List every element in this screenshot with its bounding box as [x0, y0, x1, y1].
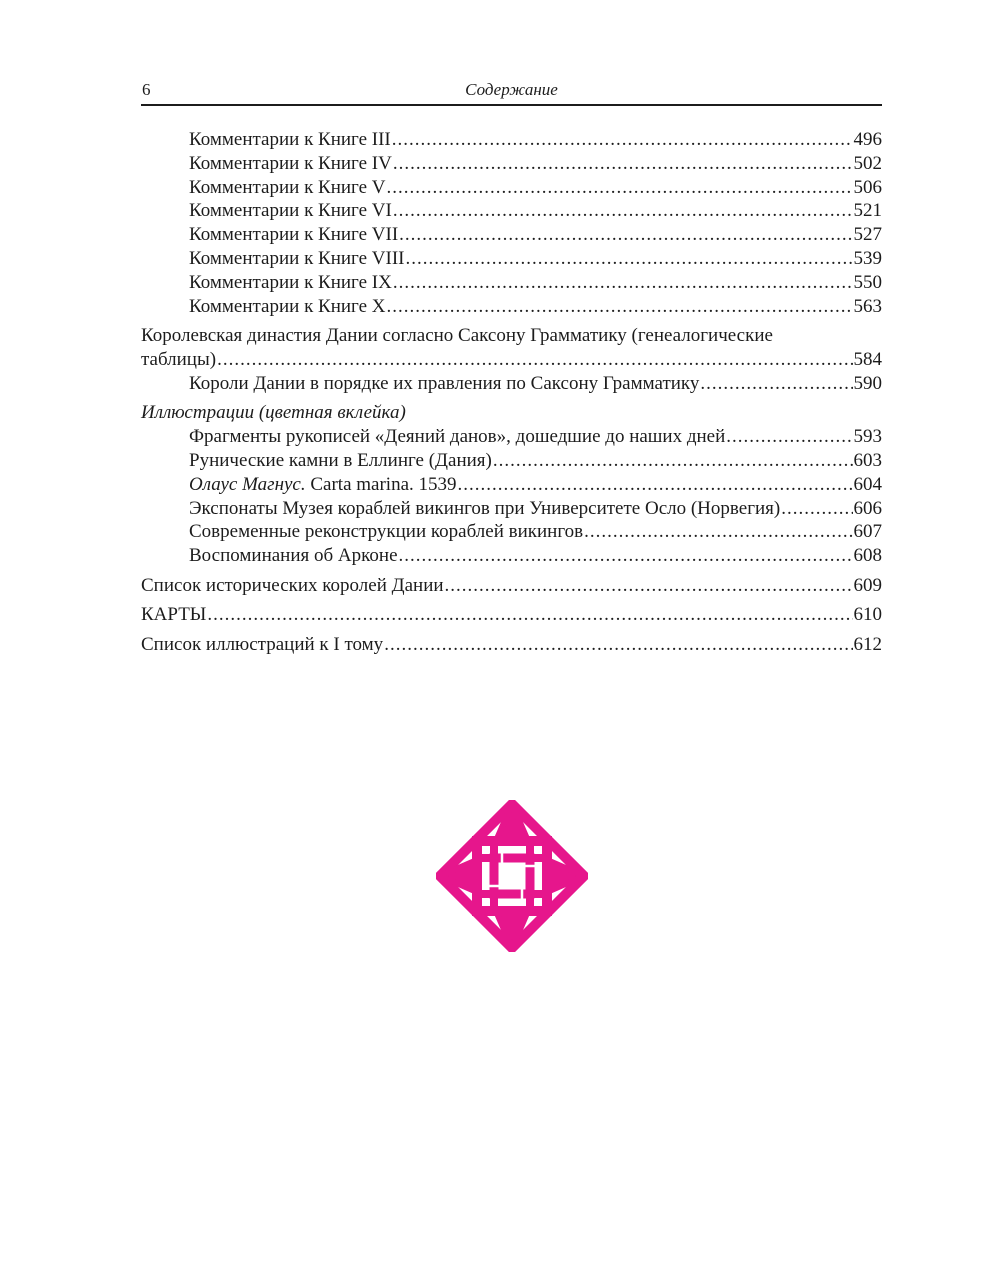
dot-leader: [399, 544, 853, 568]
toc-section-illustrations: Иллюстрации (цветная вклейка): [141, 402, 406, 424]
toc-entry-page: 593: [853, 426, 882, 448]
dot-leader: [700, 372, 852, 396]
celtic-knot-star-icon: [436, 800, 588, 952]
toc-entry-commentary-7[interactable]: [189, 223, 882, 247]
toc-entry-title: Комментарии к Книге IV: [189, 152, 392, 174]
toc-entry-page: 608: [853, 545, 882, 567]
toc-entry-page: 603: [853, 449, 882, 471]
toc-entry-title: Комментарии к Книге VI: [189, 200, 392, 222]
toc-entry-illustrations-list[interactable]: [141, 633, 882, 657]
toc-entry-title: Список иллюстраций к I тому: [141, 633, 384, 655]
toc-entry-commentary-3[interactable]: [189, 128, 882, 152]
toc-entry-title: Короли Дании в порядке их правления по Саксону Грамматику: [189, 372, 700, 394]
dot-leader: [387, 295, 853, 319]
toc-entry-title: Современные реконструкции кораблей викингов: [189, 521, 584, 543]
toc-entry-title: Экспонаты Музея кораблей викингов при Университете Осло (Норвегия): [189, 497, 781, 519]
dot-leader: [445, 574, 853, 598]
dot-leader: [387, 176, 853, 200]
toc-entry-dynasty[interactable]: [141, 324, 882, 372]
toc-entry-page: 606: [853, 497, 882, 519]
toc-entry-page: 550: [853, 271, 882, 293]
toc-entry-page: 521: [853, 200, 882, 222]
page-number: 6: [142, 80, 151, 99]
toc-entry-commentary-8[interactable]: [189, 247, 882, 271]
toc-entry-title: [189, 473, 457, 497]
author-name: Олаус Магнус.: [189, 473, 306, 495]
dot-leader: [207, 603, 852, 627]
toc-entry-page: 496: [853, 129, 882, 150]
toc-entry-page: 609: [853, 574, 882, 596]
toc-entry-title: Комментарии к Книге IX: [189, 271, 392, 293]
dot-leader: [393, 152, 853, 176]
toc-entry-ship-reconstructions[interactable]: [189, 520, 882, 544]
dot-leader: [392, 128, 853, 152]
toc-entry-title: Комментарии к Книге VIII: [189, 247, 405, 269]
dot-leader: [458, 473, 853, 497]
toc-entry-kings-order[interactable]: [189, 372, 882, 396]
toc-entry-commentary-4[interactable]: [189, 152, 882, 176]
toc-entry-page: 590: [853, 372, 882, 394]
toc-entry-title: Список исторических королей Дании: [141, 574, 444, 596]
toc-entry-carta-marina[interactable]: [189, 473, 882, 497]
toc-entry-title: таблицы): [141, 348, 217, 370]
toc-entry-page: 607: [853, 521, 882, 543]
dot-leader: [393, 271, 853, 295]
toc-entry-page: 612: [853, 633, 882, 655]
page-header: [141, 76, 882, 106]
dot-leader: [781, 497, 852, 521]
work-title: Carta marina. 1539: [305, 473, 457, 495]
toc-entry-commentary-10[interactable]: [189, 295, 882, 319]
dot-leader: [493, 449, 853, 473]
dot-leader: [393, 199, 853, 223]
toc-entry-commentary-6[interactable]: [189, 199, 882, 223]
toc-entry-page: 604: [853, 473, 882, 495]
running-title: Содержание: [465, 80, 558, 99]
dot-leader: [384, 633, 852, 657]
toc-entry-page: 584: [853, 348, 882, 370]
toc-entry-title: Комментарии к Книге VII: [189, 224, 399, 246]
toc-entry-arkona[interactable]: [189, 544, 882, 568]
dot-leader: [399, 223, 852, 247]
toc-entry-title: Комментарии к Книге V: [189, 176, 386, 198]
toc-entry-page: 506: [853, 176, 882, 198]
toc-entry-page: 610: [853, 604, 882, 626]
dot-leader: [217, 348, 852, 372]
dot-leader: [584, 520, 852, 544]
toc-entry-page: 539: [853, 247, 882, 269]
toc-entry-page: 502: [853, 152, 882, 174]
toc-entry-commentary-5[interactable]: [189, 176, 882, 200]
toc-entry-runestones[interactable]: [189, 449, 882, 473]
toc-entry-title: Комментарии к Книге X: [189, 295, 386, 317]
dot-leader: [406, 247, 853, 271]
toc-entry-manuscripts[interactable]: [189, 425, 882, 449]
toc-entry-title: КАРТЫ: [141, 604, 207, 626]
toc-entry-maps[interactable]: [141, 603, 882, 627]
toc-entry-page: 563: [853, 295, 882, 317]
toc-entry-title: Комментарии к Книге III: [189, 129, 391, 150]
toc-entry-title: Воспоминания об Арконе: [189, 545, 398, 567]
toc-entry-title: Фрагменты рукописей «Деяний данов», дошедшие до наших дней: [189, 426, 726, 448]
toc-entry-museum-exhibits[interactable]: [189, 497, 882, 521]
toc-entry-title-line: Королевская династия Дании согласно Саксону Грамматику (генеалогические: [141, 325, 773, 347]
toc-entry-historical-kings[interactable]: [141, 574, 882, 598]
toc-entry-title: Рунические камни в Еллинге (Дания): [189, 449, 492, 471]
toc-entry-page: 527: [853, 224, 882, 246]
toc-entry-commentary-9[interactable]: [189, 271, 882, 295]
table-of-contents: [141, 128, 882, 657]
dot-leader: [726, 425, 852, 449]
